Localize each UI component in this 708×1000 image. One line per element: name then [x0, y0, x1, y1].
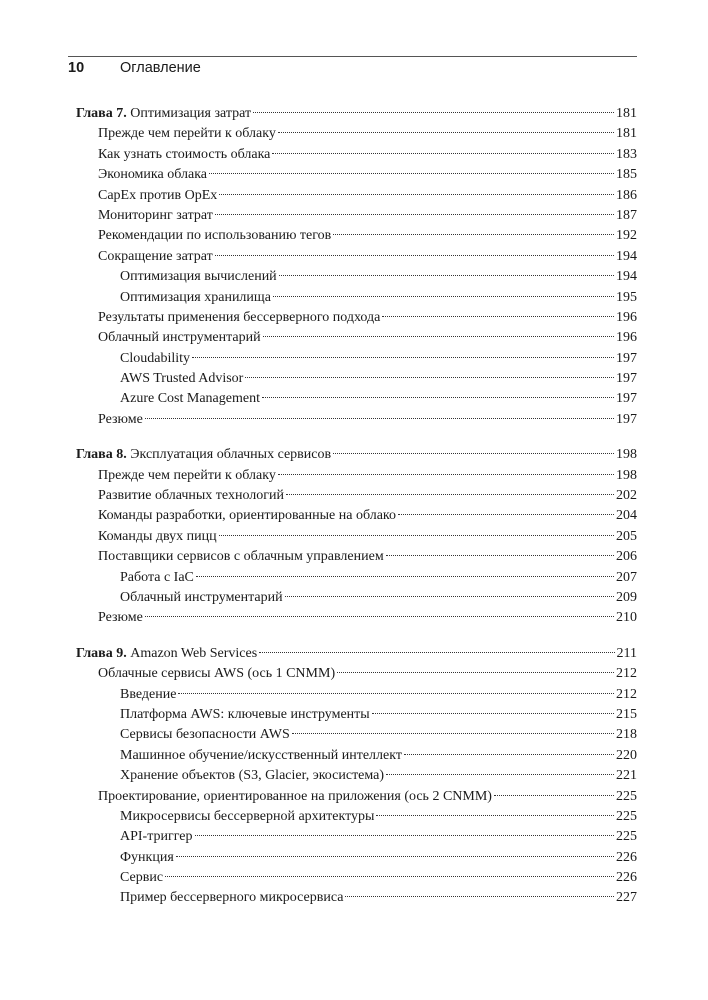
dot-leader — [145, 418, 614, 419]
toc-subsection[interactable] — [76, 848, 637, 868]
entry-page-number: 218 — [616, 727, 637, 743]
toc-section[interactable] — [76, 308, 637, 328]
entry-title: Сервисы безопасности AWS — [120, 727, 290, 743]
page-number: 10 — [68, 60, 85, 76]
chapter-block — [76, 644, 637, 909]
dot-leader — [209, 173, 614, 174]
page-header — [68, 60, 201, 82]
chapter-name: Оптимизация затрат — [130, 106, 252, 121]
toc-subsection[interactable] — [76, 868, 637, 888]
entry-page-number: 194 — [616, 269, 637, 285]
toc-section[interactable] — [76, 787, 637, 807]
toc-section[interactable] — [76, 124, 637, 144]
toc-section[interactable] — [76, 486, 637, 506]
entry-page-number: 197 — [616, 350, 637, 366]
entry-page-number: 227 — [616, 890, 637, 906]
dot-leader — [285, 596, 614, 597]
toc-section[interactable] — [76, 410, 637, 430]
toc-subsection[interactable] — [76, 568, 637, 588]
chapter-page-number: 211 — [616, 645, 637, 661]
entry-page-number: 225 — [616, 829, 637, 845]
toc-subsection[interactable] — [76, 288, 637, 308]
chapter-title — [76, 644, 257, 664]
dot-leader — [145, 616, 614, 617]
entry-title: API-триггер — [120, 829, 193, 845]
entry-page-number: 210 — [616, 610, 637, 626]
entry-page-number: 187 — [616, 207, 637, 223]
chapter-prefix: Глава 9. — [76, 645, 127, 661]
dot-leader — [176, 856, 614, 857]
entry-title: Резюме — [98, 411, 143, 427]
dot-leader — [195, 835, 614, 836]
entry-title: Микросервисы бессерверной архитектуры — [120, 808, 375, 824]
chapter-title — [76, 104, 251, 124]
header-rule — [68, 56, 637, 57]
entry-title: CapEx против OpEx — [98, 187, 218, 203]
entry-page-number: 198 — [616, 467, 637, 483]
dot-leader — [278, 474, 614, 475]
dot-leader — [337, 672, 614, 673]
dot-leader — [278, 132, 614, 133]
entry-page-number: 221 — [616, 768, 637, 784]
toc-subsection[interactable] — [76, 746, 637, 766]
chapter-heading[interactable] — [76, 104, 637, 124]
entry-page-number: 183 — [616, 146, 637, 162]
entry-page-number: 196 — [616, 309, 637, 325]
entry-title: Хранение объектов (S3, Glacier, экосистема) — [120, 768, 385, 784]
entry-page-number: 197 — [616, 411, 637, 427]
chapter-heading[interactable] — [76, 445, 637, 465]
table-of-contents — [76, 104, 637, 924]
entry-title: Проектирование, ориентированное на приложения (ось 2 CNMM) — [98, 788, 492, 804]
entry-title: Резюме — [98, 610, 143, 626]
toc-section[interactable] — [76, 608, 637, 628]
entry-title: Прежде чем перейти к облаку — [98, 126, 276, 142]
entry-title: Поставщики сервисов с облачным управлением — [98, 549, 384, 565]
dot-leader — [273, 296, 614, 297]
entry-page-number: 206 — [616, 549, 637, 565]
entry-title: Azure Cost Management — [120, 391, 260, 407]
entry-page-number: 207 — [616, 569, 637, 585]
entry-page-number: 185 — [616, 167, 637, 183]
entry-page-number: 225 — [616, 788, 637, 804]
toc-section[interactable] — [76, 527, 637, 547]
toc-subsection[interactable] — [76, 888, 637, 908]
entry-page-number: 192 — [616, 228, 637, 244]
dot-leader — [372, 713, 614, 714]
entry-title: Работа с IaC — [120, 569, 194, 585]
entry-title: Пример бессерверного микросервиса — [120, 890, 344, 906]
entry-title: Cloudability — [120, 350, 190, 366]
chapter-prefix: Глава 7. — [76, 106, 127, 121]
toc-subsection[interactable] — [76, 369, 637, 389]
entry-page-number: 215 — [616, 706, 637, 722]
dot-leader — [192, 357, 614, 358]
toc-subsection[interactable] — [76, 807, 637, 827]
dot-leader — [376, 815, 614, 816]
chapter-page-number: 181 — [616, 106, 637, 121]
toc-subsection[interactable] — [76, 588, 637, 608]
entry-title: Как узнать стоимость облака — [98, 146, 271, 162]
dot-leader — [333, 453, 614, 454]
toc-section[interactable] — [76, 247, 637, 267]
dot-leader — [286, 494, 614, 495]
chapter-prefix: Глава 8. — [76, 447, 127, 463]
dot-leader — [279, 275, 614, 276]
dot-leader — [196, 576, 614, 577]
chapter-block — [76, 445, 637, 629]
toc-section[interactable] — [76, 226, 637, 246]
entry-title: Облачные сервисы AWS (ось 1 CNMM) — [98, 666, 336, 682]
chapter-name: Эксплуатация облачных сервисов — [130, 447, 332, 463]
toc-subsection[interactable] — [76, 766, 637, 786]
toc-section[interactable] — [76, 145, 637, 165]
toc-section[interactable] — [76, 466, 637, 486]
entry-page-number: 181 — [616, 126, 637, 142]
entry-page-number: 186 — [616, 187, 637, 203]
entry-title: Платформа AWS: ключевые инструменты — [120, 706, 370, 722]
entry-title: Прежде чем перейти к облаку — [98, 467, 276, 483]
entry-title: Рекомендации по использованию тегов — [98, 228, 332, 244]
toc-section[interactable] — [76, 664, 637, 684]
entry-page-number: 205 — [616, 528, 637, 544]
dot-leader — [259, 652, 614, 653]
entry-page-number: 225 — [616, 808, 637, 824]
entry-title: Мониторинг затрат — [98, 207, 213, 223]
dot-leader — [494, 795, 614, 796]
chapter-page-number: 198 — [616, 447, 637, 463]
entry-page-number: 226 — [616, 849, 637, 865]
entry-page-number: 209 — [616, 589, 637, 605]
entry-title: Команды разработки, ориентированные на облако — [98, 508, 397, 524]
toc-section[interactable] — [76, 328, 637, 348]
entry-page-number: 194 — [616, 248, 637, 264]
chapter-name: Amazon Web Services — [130, 645, 258, 661]
entry-page-number: 212 — [616, 686, 637, 702]
entry-page-number: 226 — [616, 870, 637, 886]
dot-leader — [386, 555, 614, 556]
entry-title: Машинное обучение/искусственный интеллект — [120, 747, 402, 763]
dot-leader — [219, 535, 614, 536]
toc-subsection[interactable] — [76, 267, 637, 287]
entry-page-number: 204 — [616, 508, 637, 524]
entry-page-number: 197 — [616, 391, 637, 407]
toc-section[interactable] — [76, 547, 637, 567]
entry-page-number: 202 — [616, 488, 637, 504]
entry-title: AWS Trusted Advisor — [120, 371, 244, 387]
toc-section[interactable] — [76, 165, 637, 185]
entry-title: Оптимизация хранилища — [120, 289, 271, 305]
entry-title: Сервис — [120, 870, 164, 886]
dot-leader — [386, 774, 614, 775]
dot-leader — [272, 153, 614, 154]
entry-title: Оптимизация вычислений — [120, 269, 277, 285]
dot-leader — [404, 754, 614, 755]
entry-title: Введение — [120, 686, 177, 702]
entry-page-number: 212 — [616, 666, 637, 682]
entry-title: Команды двух пицц — [98, 528, 217, 544]
entry-page-number: 195 — [616, 289, 637, 305]
dot-leader — [333, 234, 614, 235]
dot-leader — [382, 316, 614, 317]
entry-title: Сокращение затрат — [98, 248, 213, 264]
entry-title: Облачный инструментарий — [120, 589, 283, 605]
toc-subsection[interactable] — [76, 827, 637, 847]
dot-leader — [398, 514, 614, 515]
toc-subsection[interactable] — [76, 725, 637, 745]
entry-title: Облачный инструментарий — [98, 330, 261, 346]
chapter-title — [76, 445, 331, 465]
chapter-block — [76, 104, 637, 430]
dot-leader — [245, 377, 614, 378]
entry-title: Развитие облачных технологий — [98, 488, 284, 504]
dot-leader — [253, 112, 614, 113]
dot-leader — [215, 214, 614, 215]
entry-title: Результаты применения бессерверного подхода — [98, 309, 381, 325]
entry-page-number: 197 — [616, 371, 637, 387]
toc-section[interactable] — [76, 506, 637, 526]
dot-leader — [263, 336, 614, 337]
toc-subsection[interactable] — [76, 389, 637, 409]
toc-section[interactable] — [76, 206, 637, 226]
dot-leader — [215, 255, 614, 256]
toc-section[interactable] — [76, 186, 637, 206]
toc-subsection[interactable] — [76, 685, 637, 705]
running-title: Оглавление — [120, 60, 201, 76]
dot-leader — [219, 194, 614, 195]
entry-title: Функция — [120, 849, 174, 865]
dot-leader — [345, 896, 614, 897]
entry-page-number: 196 — [616, 330, 637, 346]
toc-subsection[interactable] — [76, 705, 637, 725]
dot-leader — [262, 397, 614, 398]
entry-title: Экономика облака — [98, 167, 207, 183]
chapter-heading[interactable] — [76, 644, 637, 664]
dot-leader — [292, 733, 614, 734]
toc-subsection[interactable] — [76, 349, 637, 369]
dot-leader — [165, 876, 614, 877]
dot-leader — [178, 693, 614, 694]
entry-page-number: 220 — [616, 747, 637, 763]
